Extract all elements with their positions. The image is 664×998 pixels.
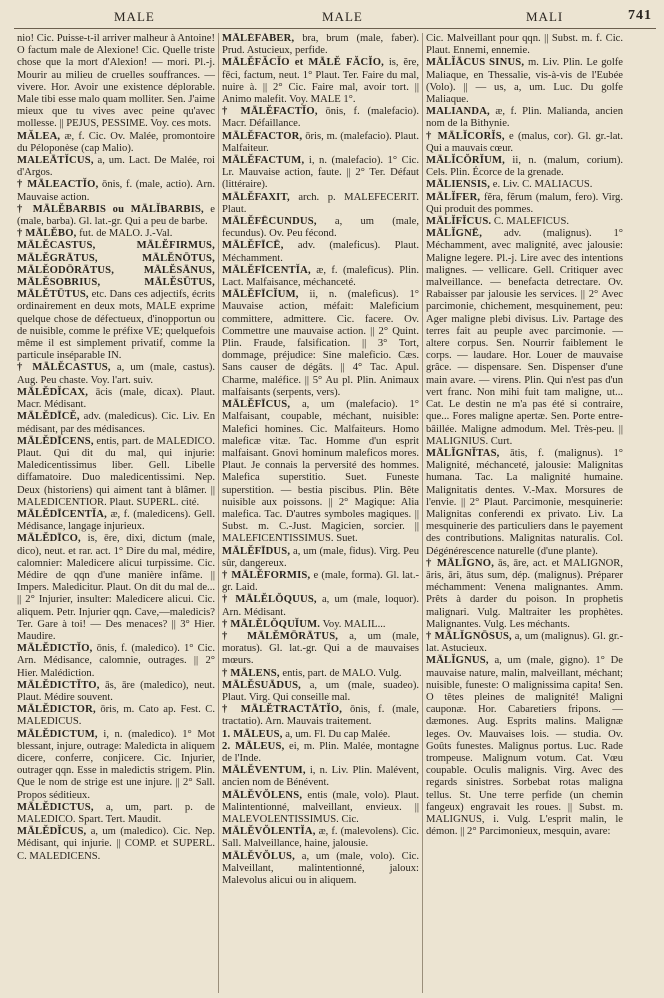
entry-definition: æ, f. Plin. Malianda, ancien nom de la Bithynie. — [426, 106, 623, 130]
entry-headword: MĀLĔDĪCENS, — [17, 435, 94, 447]
entry-headword: MĀLĔFĪDUS, — [222, 545, 291, 557]
entry-headword: MĀLĔFĪCUS, — [222, 399, 291, 411]
entry-headword: † MĀLĬCORĬS, — [426, 130, 505, 142]
dictionary-entry — [17, 179, 215, 203]
column-1 — [14, 33, 218, 993]
entry-definition: Voy. MALIL... — [320, 618, 386, 630]
entry-definition: is, ĕre, fēci, factum, neut. 1° Plaut. Ter. Faire du mal, nuire à. || 2° Cic. Faire mal, avoir tort. || Animo malefit. Voy. MALE 1°. — [222, 57, 419, 106]
entry-definition: a, um. Lact. De Malée, roi d'Argos. — [17, 155, 215, 179]
dictionary-entry — [222, 680, 419, 704]
dictionary-entry — [426, 448, 623, 558]
dictionary-entry — [17, 704, 215, 728]
entry-definition: nio! Cic. Puisse-t-il arriver malheur à Antoine! O factum male de Alexione! Cic. Quelle triste chose que la mort d'Alexion! — mori. Pl.-j. Mourir au milieu de cruelles souffrances. — vivere. Hor. Avoir une existence déplorable. Male tibi esse malo quam molliter. Sen. J'aime mieux que tu vives avec peine qu'avec mollesse. || PEJUS, PESSIME. Voy. ces mots. — [17, 33, 215, 130]
entry-definition: entis, part. de MALEDICO. Plaut. Qui dit du mal, qui injurie: Maledicentissimus liber. Gell. Libelle diffamatoire. Duo maledicentissimi. Nep. Deux (historiens) qui aiment tant à blâmer. || MALEDICENTIOR. Plaut. SUPERL. cité. — [17, 435, 215, 508]
dictionary-entry — [222, 668, 419, 680]
columns — [14, 33, 656, 993]
entry-definition: m. Liv. Plin. Le golfe Maliaque, en Thessalie, vis-à-vis de l'Eubée (Volo). || — us, a, um. Luc. Du golfe Maliaque. — [426, 57, 624, 106]
entry-headword: MĀLĔFĪCĒ, — [222, 240, 284, 252]
header-right-word: MALI — [526, 9, 564, 24]
entry-definition: æ, f. (maledicens). Gell. Médisance, langage injurieux. — [17, 508, 215, 533]
entry-definition: a, um (male, suadeo). Plaut. Virg. Qui conseille mal. — [222, 679, 419, 703]
entry-headword: MĀLĔDICTĬO, — [17, 643, 93, 655]
dictionary-entry — [17, 436, 215, 509]
entry-definition: ās, āre, act. et MALIGNOR, āris, āri, ātus sum, dép. (malignus). Préparer méchamment: Venena malignantes. Amm. Prêts à darder du poison. In prophetis malignari. Vulg. Maltraiter les prophètes. Malignantes. Vulg. Les méchants. — [426, 557, 624, 630]
entry-headword: † MĀLENS, — [222, 667, 280, 679]
dictionary-entry — [222, 57, 419, 106]
entry-definition: is, ēre, dixi, dictum (male, dico), neut. et rar. act. 1° Dire du mal, médire, calomnier: Maledicere alicui turpissime. Cic. Médire de qqn d'une manière infâme. || Impers. Maledicitur. Plaut. On dit du mal de... || 2° Injurier, insulter: Maledicere alicui. Cic. aliquem. Petr. Injurier qqn. Cave,—maledicis? Ter. Gare à toi! — Des menaces? || 3° Hier. Maudire. — [17, 533, 215, 642]
entry-headword: † MĀLĔFACTĬO, — [222, 106, 318, 118]
entry-definition: fĕra, fĕrum (malum, fero). Virg. Qui produit des pommes. — [426, 191, 623, 215]
entry-definition: etc. Dans ces adjectifs, écrits ordinairement en deux mots, MALE exprime quelque chose de défectueux, d'inopportun ou de nuisible, comme le préfixe VE; quelquefois même il est simplement privatif, comme la particule inséparable IN. — [17, 289, 215, 362]
entry-definition: a, um (male, fecundus). Ov. Peu fécond. — [222, 216, 419, 240]
entry-definition: i, n. (malefacio). 1° Cic. Lr. Mauvaise action, faute. || 2° Ter. Défaut (littéraire). — [222, 155, 419, 191]
entry-definition: ōris, m. Cato ap. Fest. C. MALEDICUS. — [17, 704, 215, 728]
dictionary-entry — [17, 643, 215, 680]
entry-headword: 1. MĀLEUS, — [222, 728, 283, 740]
dictionary-entry — [17, 533, 215, 643]
entry-headword: MĀLĔSUĀDUS, — [222, 679, 302, 691]
entry-headword: † MĀLĔLŎQUĬUM. — [222, 618, 321, 630]
entry-definition: a, um (male, moratus). Gl. lat.-gr. Qui a de mauvaises mœurs. — [222, 630, 419, 667]
entry-definition: ātis, f. (malignus). 1° Malignité, méchanceté, jalousie: Malignitas humana. Tac. La malignité humaine. Malignitatis dentes. V.-Max. Morsures de l'envie. || 2° Plaut. Parcimonie, mesquinerie: Malignitas conferendi ex privato. Liv. La mesquinerie des particuliers dans le payement des contributions. Malignitas naturalis. Col. Dégénérescence naturelle (d'une plante). — [426, 447, 623, 557]
entry-definition: æ, f. Cic. Ov. Malée, promontoire du Péloponèse (cap Malio). — [17, 130, 215, 154]
entry-headword: † MĀLĔCASTUS, — [17, 362, 111, 374]
entry-definition: adv. (maleficus). Plaut. Méchamment. — [222, 240, 419, 264]
dictionary-entry — [426, 155, 623, 179]
entry-headword: MĀLĔDICTĬTO, — [17, 679, 100, 691]
dictionary-entry — [222, 546, 419, 570]
entry-definition: ācis (male, dicax). Plaut. Macr. Médisant. — [17, 386, 215, 411]
entry-definition: i, n. (maledico). 1° Mot blessant, injure, outrage: Maledicta in aliquem dicere, conferre, conjicere. Cic. Injurier, outrager qqn. Esse in maledictis strigem. Plin. Que le nom de strige est une injure. || 2° Sall. Propos séditieux. — [17, 728, 215, 801]
entry-definition: a, um (male, loquor). Arn. Médisant. — [222, 594, 419, 618]
entry-headword: MĀLĔFĒCUNDUS, — [222, 216, 317, 228]
dictionary-entry — [426, 106, 623, 130]
entry-definition: ii, n. (maleficus). 1° Mauvaise action, méfait: Maleficium committere, admittere. Cic. facere. Ov. Commettre une mauvaise action. || 2° Quint. Plin. Fraude, falsification. || 3° Tort, dommage, préjudice: Sine maleficio. Cæs. Sans causer de dégâts. || 4° Tac. Apul. Charme, maléfice. || 5° Au pl. Plin. Animaux malfaisants (serpents, vers). — [222, 289, 419, 398]
dictionary-entry — [17, 729, 215, 802]
entry-definition: C. MALEFICUS. — [491, 216, 569, 228]
dictionary-entry — [222, 741, 419, 765]
column-2 — [218, 33, 422, 993]
dictionary-entry — [222, 131, 419, 155]
entry-headword: 2. MĀLEUS, — [222, 740, 285, 752]
entry-headword: MĀLĔVŎLUS, — [222, 850, 295, 862]
entry-definition: æ, f. (maleficus). Plin. Lact. Malfaisance, méchanceté. — [222, 264, 419, 289]
entry-definition: arch. p. MALEFECERIT. Plaut. — [222, 191, 419, 215]
dictionary-entry — [222, 765, 419, 789]
entry-headword: MĀLĔFĪCĬUM, — [222, 289, 299, 301]
entry-headword: MĀLĔFĂBER, — [222, 33, 295, 44]
entry-headword: MĀLĔDICTOR, — [17, 704, 96, 716]
entry-definition: a, um (maledico). Cic. Nep. Médisant, qui injurie. || COMP. et SUPERL. C. MALEDICENS. — [17, 826, 215, 862]
entry-definition: e (male, forma). Gl. lat.-gr. Laid. — [222, 569, 419, 594]
entry-headword: MĀLĔVŎLENS, — [222, 789, 303, 801]
entry-headword: MĀLĔDĪCO, — [17, 533, 81, 545]
dictionary-entry — [17, 240, 215, 362]
entry-definition: entis (male, volo). Plaut. Malintentionné, malveillant, envieux. || MALEVOLENTISSIMUS. Cic. — [222, 789, 419, 825]
header-left-word: MALE — [114, 9, 155, 24]
dictionary-entry — [222, 826, 419, 850]
entry-headword: † MĀLĔFORMIS, — [222, 569, 311, 581]
entry-headword: MĀLĬCŎRĬUM, — [426, 155, 505, 167]
entry-headword: MALEĀTĬCUS, — [17, 155, 94, 167]
dictionary-entry — [426, 192, 623, 216]
entry-definition: e. Liv. C. MALIACUS. — [490, 179, 593, 191]
entry-headword: † MĀLĔTRACTĀTĬO, — [222, 704, 343, 716]
entry-definition: a, um (male, volo). Cic. Malveillant, malintentionné, jaloux: Malevolus alicui ou in aliquem. — [222, 850, 419, 887]
entry-definition: ōnis, f. (maledico). 1° Cic. Arn. Médisance, calomnie, outrages. || 2° Hier. Malédiction. — [17, 643, 215, 679]
dictionary-entry — [17, 509, 215, 533]
dictionary-entry — [17, 826, 215, 863]
entry-headword: MĀLĔFĂCĬO et MĀLĔ FĂCĬO, — [222, 57, 385, 69]
entry-definition: a, um. Fl. Du cap Malée. — [282, 728, 391, 740]
entry-definition: a, um, part. p. de MALEDICO. Spart. Tert. Maudit. — [17, 801, 215, 825]
entry-definition: ās, āre (maledico), neut. Plaut. Médire souvent. — [17, 679, 215, 703]
entry-definition: a, um (malignus). Gl. gr.-lat. Astucieux. — [426, 630, 623, 655]
dictionary-entry — [17, 204, 215, 228]
entry-headword: MĀLĔDICTUM, — [17, 728, 98, 740]
dictionary-entry — [222, 240, 419, 264]
dictionary-entry — [222, 729, 419, 741]
dictionary-entry — [222, 265, 419, 289]
dictionary-entry — [426, 631, 623, 655]
entry-definition: a, um (male, gigno). 1° De mauvaise nature, malin, malveillant, méchant; nuisible, funeste: O malignissima capita! Sen. O têtes pleines de malignité! Maligni cauponæ. Hor. Cabaretiers fripons. — dæmones. Aug. Esprits malins. Malignæ leges. Ov. Mauvaises lois. — studia. Ov. Goûts funestes. Malignus portus. Luc. Rade trompeuse. Malignum votum. Cat. Vœu coupable. Oculis malignis. Virg. Avec des regards sinistres. Sorbebat rotas maligna tellus. St. Une terre perfide (un chemin fangeux) engravait les roues. || Subst. m. MALIGNUS, i. Vulg. L'esprit malin, le démon. || 2° Parcimonieux, mesquin, avare: — [426, 655, 623, 838]
entry-headword: MĀLĔCASTUS, MĀLĔFIRMUS, MĀLĔGRĀTUS, MĀLĔNŌTUS, MĀLĔODŌRĀTUS, MĀLĔSĀNUS, MĀLĔSOBRIUS, MĀLĔSŪTUS, MĀLĔTŪTUS, — [17, 240, 215, 301]
entry-headword: MĀLĔDĬCUS, — [17, 826, 87, 838]
dictionary-entry — [426, 216, 623, 228]
entry-headword: MĂLEA, — [17, 130, 61, 142]
dictionary-entry — [222, 851, 419, 888]
entry-headword: † MĀLĔBARBIS ou MĀLĬBARBIS, — [17, 203, 204, 215]
entry-headword: MĀLĔDĬCAX, — [17, 386, 89, 398]
entry-definition: ōris, m. (malefacio). Plaut. Malfaiteur. — [222, 130, 419, 154]
entry-headword: MĀLĔVŎLENTĬA, — [222, 826, 316, 838]
entry-headword: MĀLĔDICTUS, — [17, 801, 94, 813]
entry-headword: † MĀLĬGNO, — [426, 557, 495, 569]
entry-definition: ōnis, f. (male, actio). Arn. Mauvaise action. — [17, 179, 215, 203]
entry-definition: e (malus, cor). Gl. gr.-lat. Qui a mauvais cœur. — [426, 130, 623, 154]
entry-definition: ei, m. Plin. Malée, montagne de l'Inde. — [222, 740, 419, 764]
entry-headword: MĀLĔFACTUM, — [222, 155, 305, 167]
entry-definition: ōnis, f. (malefacio). Macr. Défaillance. — [222, 106, 419, 130]
entry-headword: MĀLĔFAXIT, — [222, 191, 290, 203]
dictionary-entry — [426, 57, 623, 106]
entry-headword: MĀLĬFĬCUS. — [426, 216, 492, 228]
dictionary-entry — [17, 411, 215, 435]
dictionary-entry — [222, 594, 419, 618]
dictionary-entry — [222, 289, 419, 399]
page-number: 741 — [628, 8, 652, 23]
entry-definition: i, n. Liv. Plin. Malévent, ancien nom de Bénévent. — [222, 765, 419, 789]
dictionary-entry — [222, 399, 419, 545]
entry-definition: a, um (male, fidus). Virg. Peu sûr, dangereux. — [222, 545, 419, 569]
entry-definition: a, um (malefacio). 1° Malfaisant, coupable, méchant, nuisible: Malefici homines. Cic. Malfaiteurs. Homo maleficæ vitæ. Tac. Homme d'un esprit malfaisant. Gnovi hominum maleficos mores. Plaut. Je connais la perversité des hommes. Malefica superstitio. Suet. Funeste superstition. — bestia piscibus. Plin. Bête nuisible aux poissons. || 2° Magique: Alia malefica. Tac. D'autres symboles magiques. || Subst. m. C.-Just. Magicien, sorcier. || MALEFICENTISSIMUS. Suet. — [222, 399, 419, 545]
dictionary-entry — [222, 106, 419, 130]
entry-definition: entis, part. de MALO. Vulg. — [279, 667, 402, 679]
entry-definition: bra, brum (male, faber). Prud. Astucieux, perfide. — [222, 33, 419, 57]
dictionary-entry — [426, 179, 623, 191]
entry-headword: MĀLĬFER, — [426, 191, 481, 203]
dictionary-entry — [426, 228, 623, 448]
dictionary-entry — [222, 790, 419, 827]
entry-headword: † MĀLĔLŎQUUS, — [222, 594, 317, 606]
dictionary-entry — [222, 619, 419, 631]
entry-headword: MALIANDA, — [426, 106, 490, 118]
dictionary-entry — [426, 131, 623, 155]
entry-headword: † MĀLĔBO, — [17, 228, 77, 240]
entry-headword: MĀLĬĀCUS SINUS, — [426, 57, 525, 69]
entry-headword: MĀLĬGNĬTAS, — [426, 447, 500, 459]
dictionary-entry — [426, 655, 623, 838]
dictionary-entry — [426, 33, 623, 57]
dictionary-entry — [222, 33, 419, 57]
dictionary-entry — [17, 33, 215, 131]
page-header — [14, 6, 656, 29]
entry-headword: † MĀLĬGNŌSUS, — [426, 630, 512, 642]
entry-headword: MĀLIENSIS, — [426, 179, 491, 191]
column-3 — [422, 33, 626, 993]
dictionary-entry — [17, 802, 215, 826]
entry-definition: Cic. Malveillant pour qqn. || Subst. m. f. Cic. Plaut. Ennemi, ennemie. — [426, 33, 623, 57]
dictionary-entry — [17, 362, 215, 386]
dictionary-entry — [222, 192, 419, 216]
entry-definition: adv. (malignus). 1° Méchamment, avec malignité, avec jalousie: Maligne legere. Pl.-j. Lire avec des intentions malignes. — vellicare. Gell. Critiquer avec malveillance. — benefacta detrectare. Ov. Rabaisser par jalousie les services. || 2° Avec parcimonie, chichement, mesquinement, peu: Ager maligne plebi divisus. Liv. Partage des terres fait au peuple avec parcimonie. — altere corpus. Sen. Nourrir faiblement le corps. — laudare. Hor. Louer de mauvaise grâce. — dispensare. Sen. Dispenser d'une main avare. — virens. Plin. Qui n'est pas d'un vert franc. Non mihi fuit tam maligne, ut... Cat. Le destin ne m'a pas été si contraire, que... Fores maligne apertæ. Sen. Porte entre-bâillée. Maligne admodum. Mel. Très-peu. || MALIGNIUS. Curt. — [426, 228, 623, 447]
dictionary-entry — [17, 228, 215, 240]
entry-headword: † MĀLEACTĬO, — [17, 179, 99, 191]
entry-definition: a, um (male, castus). Aug. Peu chaste. Voy. l'art. suiv. — [17, 362, 215, 386]
entry-definition: fut. de MALO. J.-Val. — [76, 228, 173, 240]
dictionary-entry — [17, 387, 215, 411]
dictionary-entry — [222, 570, 419, 594]
entry-definition: adv. (maledicus). Cic. Liv. En médisant, par des médisances. — [17, 411, 215, 435]
dictionary-entry — [222, 155, 419, 192]
dictionary-entry — [17, 131, 215, 155]
entry-headword: MĀLĔFACTOR, — [222, 130, 303, 142]
dictionary-entry — [222, 216, 419, 240]
entry-headword: MĀLĬGNĒ, — [426, 228, 483, 240]
entry-headword: MĀLĔVENTUM, — [222, 765, 306, 777]
dictionary-entry — [17, 155, 215, 179]
dictionary-entry — [17, 680, 215, 704]
entry-definition: ōnis, f. (male, tractatio). Arn. Mauvais traitement. — [222, 704, 419, 728]
entry-definition: ii, n. (malum, corium). Cels. Plin. Écorce de la grenade. — [426, 155, 623, 179]
entry-headword: † MĀLĔMŌRĀTUS, — [222, 630, 339, 642]
entry-definition: æ, f. (malevolens). Cic. Sall. Malveillance, haine, jalousie. — [222, 826, 419, 850]
entry-headword: MĀLĔFĪCENTĬA, — [222, 264, 311, 276]
entry-headword: MĀLĔDĪCENTĬA, — [17, 508, 108, 520]
entry-headword: MĀLĬGNUS, — [426, 655, 489, 667]
entry-definition: e (male, barba). Gl. lat.-gr. Qui a peu de barbe. — [17, 203, 215, 228]
dictionary-entry — [222, 631, 419, 668]
dictionary-entry — [426, 558, 623, 631]
dictionary-entry — [222, 704, 419, 728]
entry-headword: MĀLĔDĪCĔ, — [17, 411, 80, 423]
header-center-word: MALE — [322, 9, 363, 24]
